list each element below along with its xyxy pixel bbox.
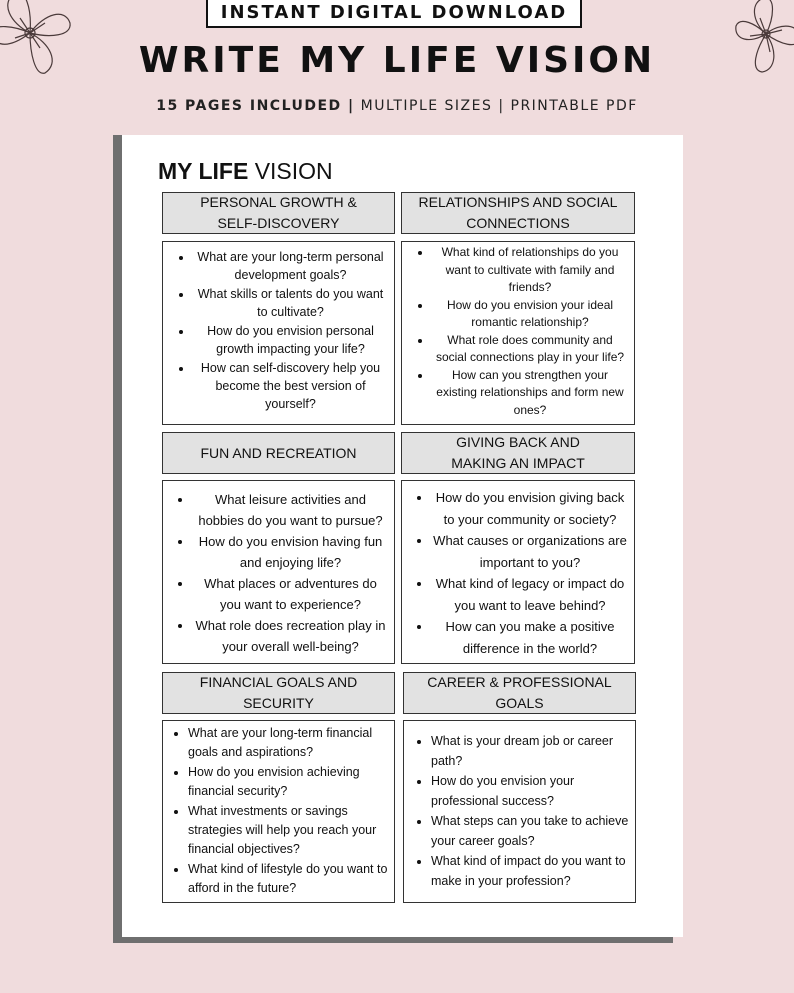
section-body-financial: [162, 720, 395, 903]
instant-download-badge: INSTANT DIGITAL DOWNLOAD: [206, 0, 582, 28]
subtitle-details: MULTIPLE SIZES | PRINTABLE PDF: [354, 98, 638, 114]
list-item: • What investments or savings strategies will help you reach your financial objectives?: [188, 802, 388, 859]
section-body-personal-growth: [162, 241, 395, 425]
section-body-relationships: [401, 241, 635, 425]
list-item: • What kind of legacy or impact do you want to leave behind?: [432, 573, 628, 616]
worksheet-title-bold: MY LIFE: [158, 158, 249, 184]
list-item: • How do you envision giving back to your community or society?: [432, 487, 628, 530]
list-item: • How do you envision personal growth impacting your life?: [193, 322, 388, 358]
list-item: • What are your long-term financial goals and aspirations?: [188, 724, 388, 762]
section-heading-fun-recreation: FUN AND RECREATION: [162, 432, 395, 474]
list-item: • How do you envision having fun and enjoying life?: [193, 531, 388, 573]
section-body-fun-recreation: [162, 480, 395, 664]
list-item: • How do you envision your professional success?: [431, 771, 629, 811]
section-heading-career: CAREER & PROFESSIONAL GOALS: [403, 672, 636, 714]
list-item: • What steps can you take to achieve your career goals?: [431, 811, 629, 851]
list-item: • What skills or talents do you want to cultivate?: [193, 285, 388, 321]
list-item: • What are your long-term personal development goals?: [193, 248, 388, 284]
section-heading-financial: FINANCIAL GOALS AND SECURITY: [162, 672, 395, 714]
list-item: • How can you make a positive difference in the world?: [432, 616, 628, 659]
list-item: • What role does recreation play in your overall well-being?: [193, 615, 388, 657]
list-item: • What causes or organizations are important to you?: [432, 530, 628, 573]
section-heading-personal-growth: PERSONAL GROWTH & SELF-DISCOVERY: [162, 192, 395, 234]
section-heading-relationships: RELATIONSHIPS AND SOCIAL CONNECTIONS: [401, 192, 635, 234]
worksheet-title-rest: VISION: [248, 158, 333, 184]
list-item: • What role does community and social connections play in your life?: [432, 332, 628, 367]
list-item: • How can self-discovery help you become the best version of yourself?: [193, 359, 388, 413]
list-item: • What kind of relationships do you want to cultivate with family and friends?: [432, 244, 628, 297]
worksheet-title: [158, 158, 333, 185]
list-item: • What leisure activities and hobbies do you want to pursue?: [193, 489, 388, 531]
list-item: • How do you envision achieving financial security?: [188, 763, 388, 801]
section-heading-giving-back: GIVING BACK AND MAKING AN IMPACT: [401, 432, 635, 474]
section-body-career: [403, 720, 636, 903]
list-item: • How can you strengthen your existing relationships and form new ones?: [432, 367, 628, 420]
list-item: • What kind of impact do you want to make in your profession?: [431, 851, 629, 891]
product-subtitle: [0, 98, 794, 114]
subtitle-pages: 15 PAGES INCLUDED |: [156, 98, 355, 114]
section-body-giving-back: [401, 480, 635, 664]
product-title: WRITE MY LIFE VISION: [138, 40, 656, 81]
list-item: • What places or adventures do you want to experience?: [193, 573, 388, 615]
list-item: • What kind of lifestyle do you want to afford in the future?: [188, 860, 388, 898]
list-item: • How do you envision your ideal romantic relationship?: [432, 297, 628, 332]
list-item: • What is your dream job or career path?: [431, 731, 629, 771]
